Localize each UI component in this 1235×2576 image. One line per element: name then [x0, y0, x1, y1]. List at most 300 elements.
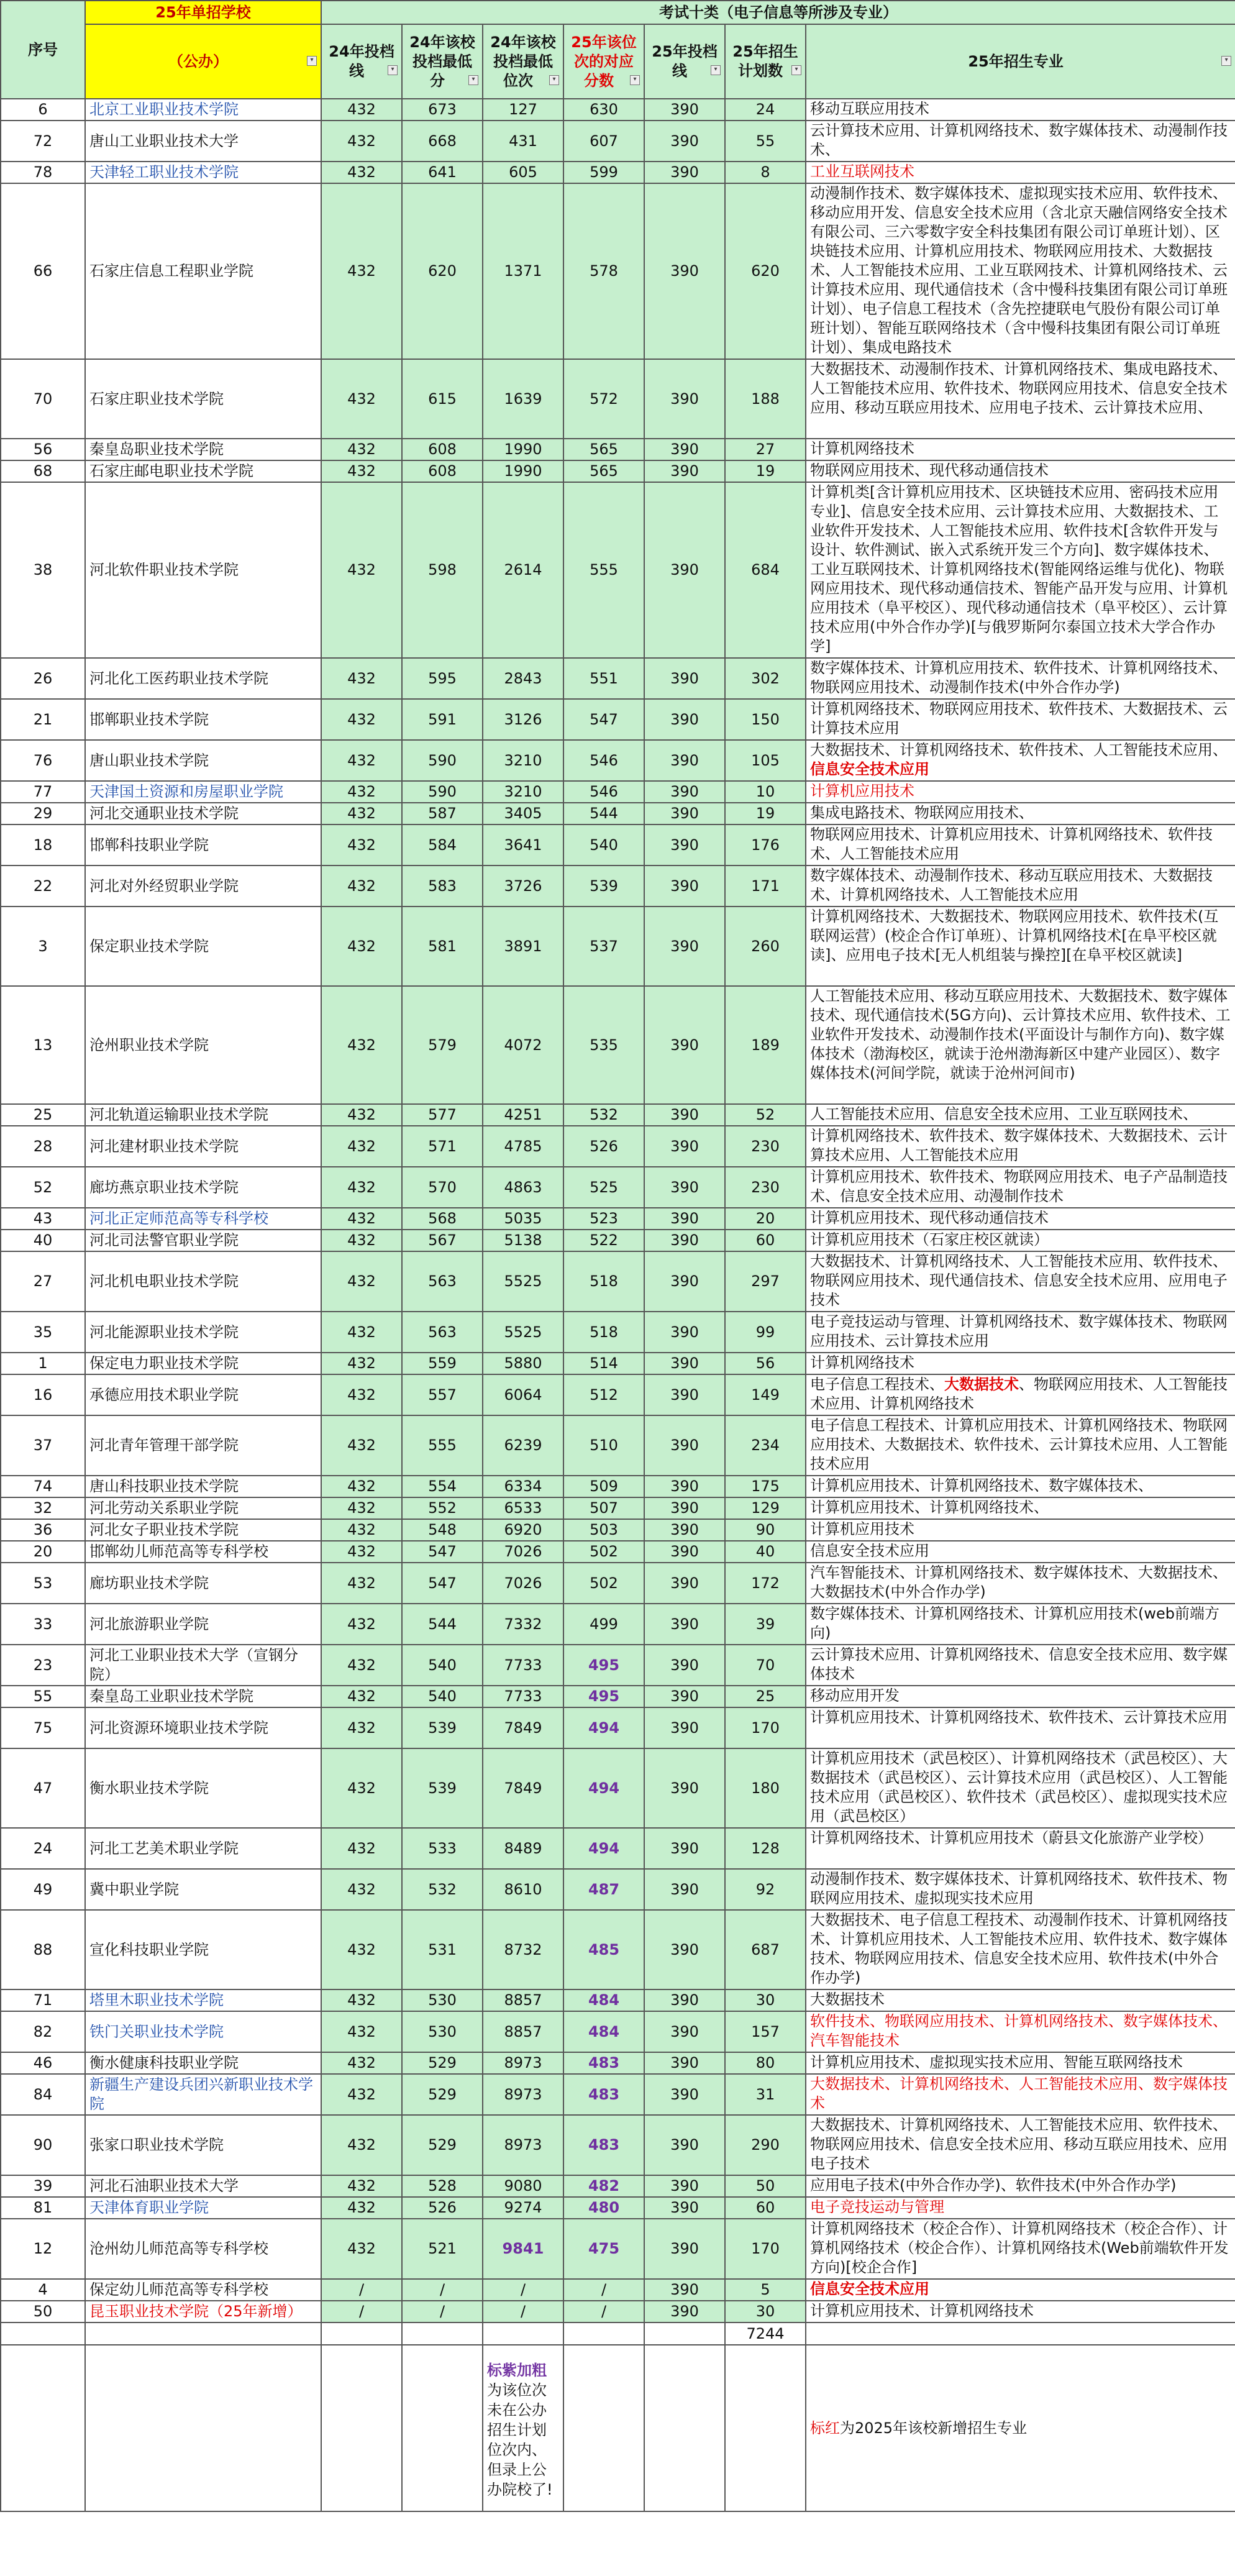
- cell-school[interactable]: 河北机电职业技术学院: [85, 1251, 321, 1312]
- cell-seq[interactable]: 16: [1, 1374, 85, 1415]
- cell-line24[interactable]: 432: [321, 99, 402, 121]
- cell-score25[interactable]: 487: [563, 1869, 644, 1910]
- cell-rank24[interactable]: 5138: [483, 1230, 563, 1251]
- cell-line24[interactable]: 432: [321, 1415, 402, 1476]
- cell-score25[interactable]: 525: [563, 1167, 644, 1208]
- cell-line25[interactable]: 390: [644, 1497, 725, 1519]
- cell-min24[interactable]: 540: [402, 1645, 483, 1686]
- cell-seq[interactable]: 20: [1, 1541, 85, 1563]
- cell-rank24[interactable]: 4863: [483, 1167, 563, 1208]
- cell-plan25[interactable]: 70: [725, 1645, 806, 1686]
- cell-min24[interactable]: 531: [402, 1910, 483, 1989]
- cell-line25[interactable]: 390: [644, 121, 725, 162]
- cell-line25[interactable]: 390: [644, 2301, 725, 2323]
- cell-seq[interactable]: 37: [1, 1415, 85, 1476]
- cell-score25[interactable]: 475: [563, 2219, 644, 2279]
- cell-plan25[interactable]: 39: [725, 1604, 806, 1645]
- header-school-sub[interactable]: [85, 24, 321, 99]
- cell-rank24[interactable]: 7733: [483, 1686, 563, 1707]
- cell-plan25[interactable]: 129: [725, 1497, 806, 1519]
- cell-plan25[interactable]: 170: [725, 2219, 806, 2279]
- cell-major[interactable]: 大数据技术: [806, 1989, 1235, 2011]
- cell-line25[interactable]: 390: [644, 162, 725, 183]
- cell-line25[interactable]: 390: [644, 1104, 725, 1126]
- cell-seq[interactable]: 49: [1, 1869, 85, 1910]
- cell-school[interactable]: 河北女子职业技术学院: [85, 1519, 321, 1541]
- cell-line24[interactable]: 432: [321, 699, 402, 740]
- cell-plan25[interactable]: 55: [725, 121, 806, 162]
- cell-min24[interactable]: 557: [402, 1374, 483, 1415]
- cell-school[interactable]: 邯郸科技职业学院: [85, 824, 321, 866]
- cell-min24[interactable]: 521: [402, 2219, 483, 2279]
- cell-plan25[interactable]: 172: [725, 1563, 806, 1604]
- cell-min24[interactable]: 579: [402, 986, 483, 1104]
- cell-line24[interactable]: 432: [321, 803, 402, 824]
- cell-line24[interactable]: 432: [321, 2219, 402, 2279]
- cell-score25[interactable]: 499: [563, 1604, 644, 1645]
- cell-major[interactable]: 计算机网络技术: [806, 1353, 1235, 1374]
- cell-rank24[interactable]: 1990: [483, 439, 563, 460]
- cell-school[interactable]: 石家庄邮电职业技术学院: [85, 460, 321, 482]
- cell-line24[interactable]: 432: [321, 2197, 402, 2219]
- cell-rank24[interactable]: 7733: [483, 1645, 563, 1686]
- cell-plan25[interactable]: 56: [725, 1353, 806, 1374]
- cell-major[interactable]: 计算机网络技术: [806, 439, 1235, 460]
- cell-seq[interactable]: 53: [1, 1563, 85, 1604]
- cell-school[interactable]: 邯郸幼儿师范高等专科学校: [85, 1541, 321, 1563]
- cell-line25[interactable]: 390: [644, 1563, 725, 1604]
- filter-dropdown-icon[interactable]: ▾: [307, 56, 317, 66]
- cell-min24[interactable]: 552: [402, 1497, 483, 1519]
- cell-min24[interactable]: 620: [402, 183, 483, 359]
- cell-line25[interactable]: 390: [644, 2279, 725, 2301]
- cell-seq[interactable]: 38: [1, 482, 85, 658]
- cell-seq[interactable]: 18: [1, 824, 85, 866]
- cell-rank24[interactable]: 3641: [483, 824, 563, 866]
- cell-major[interactable]: 计算机应用技术、计算机网络技术: [806, 2301, 1235, 2323]
- cell-plan25[interactable]: 25: [725, 1686, 806, 1707]
- cell-min24[interactable]: 608: [402, 460, 483, 482]
- cell-seq[interactable]: 23: [1, 1645, 85, 1686]
- cell-seq[interactable]: 24: [1, 1828, 85, 1869]
- cell-line25[interactable]: 390: [644, 658, 725, 699]
- cell-seq[interactable]: 25: [1, 1104, 85, 1126]
- cell-major[interactable]: 动漫制作技术、数字媒体技术、计算机网络技术、软件技术、物联网应用技术、虚拟现实技术应用: [806, 1869, 1235, 1910]
- cell-major[interactable]: 电子信息工程技术、大数据技术、物联网应用技术、人工智能技术应用、计算机网络技术: [806, 1374, 1235, 1415]
- cell-school[interactable]: 天津国土资源和房屋职业学院: [85, 781, 321, 803]
- cell-rank24[interactable]: 7849: [483, 1707, 563, 1748]
- cell-line25[interactable]: 390: [644, 183, 725, 359]
- cell-rank24[interactable]: 6239: [483, 1415, 563, 1476]
- cell-school[interactable]: 保定电力职业技术学院: [85, 1353, 321, 1374]
- cell-score25[interactable]: 546: [563, 781, 644, 803]
- cell-rank24[interactable]: 8857: [483, 2011, 563, 2052]
- cell-min24[interactable]: 544: [402, 1604, 483, 1645]
- cell-min24[interactable]: 577: [402, 1104, 483, 1126]
- cell-plan25[interactable]: 290: [725, 2115, 806, 2175]
- cell-rank24[interactable]: 8610: [483, 1869, 563, 1910]
- cell-seq[interactable]: 28: [1, 1126, 85, 1167]
- cell-school[interactable]: 唐山工业职业技术大学: [85, 121, 321, 162]
- cell-score25[interactable]: 507: [563, 1497, 644, 1519]
- cell-rank24[interactable]: 8732: [483, 1910, 563, 1989]
- cell-school[interactable]: 衡水职业技术学院: [85, 1748, 321, 1828]
- filter-dropdown-icon[interactable]: ▾: [711, 65, 721, 75]
- cell-plan25[interactable]: 19: [725, 803, 806, 824]
- cell-min24[interactable]: 563: [402, 1251, 483, 1312]
- cell-min24[interactable]: 532: [402, 1869, 483, 1910]
- cell-plan25[interactable]: 234: [725, 1415, 806, 1476]
- cell-min24[interactable]: 554: [402, 1476, 483, 1497]
- cell-score25[interactable]: 494: [563, 1748, 644, 1828]
- cell-rank24[interactable]: 3405: [483, 803, 563, 824]
- cell-seq[interactable]: 75: [1, 1707, 85, 1748]
- cell-line24[interactable]: /: [321, 2301, 402, 2323]
- cell-plan25[interactable]: 684: [725, 482, 806, 658]
- cell-seq[interactable]: 56: [1, 439, 85, 460]
- cell-seq[interactable]: 71: [1, 1989, 85, 2011]
- cell-rank24[interactable]: 2614: [483, 482, 563, 658]
- cell-school[interactable]: 张家口职业技术学院: [85, 2115, 321, 2175]
- cell-school[interactable]: 河北对外经贸职业学院: [85, 866, 321, 907]
- cell-plan25[interactable]: 150: [725, 699, 806, 740]
- cell-plan25[interactable]: 50: [725, 2175, 806, 2197]
- cell-school[interactable]: 河北轨道运输职业技术学院: [85, 1104, 321, 1126]
- cell-score25[interactable]: 607: [563, 121, 644, 162]
- cell-line24[interactable]: 432: [321, 1989, 402, 2011]
- cell-line24[interactable]: 432: [321, 183, 402, 359]
- cell-line25[interactable]: 390: [644, 1126, 725, 1167]
- cell-score25[interactable]: 522: [563, 1230, 644, 1251]
- cell-score25[interactable]: 544: [563, 803, 644, 824]
- cell-line25[interactable]: 390: [644, 99, 725, 121]
- cell-seq[interactable]: 40: [1, 1230, 85, 1251]
- cell-major[interactable]: 计算机应用技术、计算机网络技术、软件技术、云计算技术应用: [806, 1707, 1235, 1748]
- cell-min24[interactable]: 547: [402, 1563, 483, 1604]
- cell-rank24[interactable]: 1371: [483, 183, 563, 359]
- cell-score25[interactable]: 512: [563, 1374, 644, 1415]
- cell-rank24[interactable]: 8857: [483, 1989, 563, 2011]
- cell-plan25[interactable]: 92: [725, 1869, 806, 1910]
- cell-school[interactable]: 北京工业职业技术学院: [85, 99, 321, 121]
- cell-major[interactable]: 汽车智能技术、计算机网络技术、数字媒体技术、大数据技术、大数据技术(中外合作办学): [806, 1563, 1235, 1604]
- cell-line24[interactable]: 432: [321, 986, 402, 1104]
- cell-seq[interactable]: 4: [1, 2279, 85, 2301]
- filter-dropdown-icon[interactable]: ▾: [468, 75, 478, 85]
- cell-seq[interactable]: 21: [1, 699, 85, 740]
- cell-min24[interactable]: 529: [402, 2074, 483, 2115]
- cell-line25[interactable]: 390: [644, 1686, 725, 1707]
- cell-score25[interactable]: 555: [563, 482, 644, 658]
- cell-school[interactable]: 河北软件职业技术学院: [85, 482, 321, 658]
- cell-line24[interactable]: 432: [321, 1353, 402, 1374]
- cell-seq[interactable]: 66: [1, 183, 85, 359]
- cell-line24[interactable]: 432: [321, 824, 402, 866]
- cell-rank24[interactable]: 605: [483, 162, 563, 183]
- cell-line25[interactable]: 390: [644, 1519, 725, 1541]
- cell-rank24[interactable]: 8489: [483, 1828, 563, 1869]
- cell-school[interactable]: 河北劳动关系职业学院: [85, 1497, 321, 1519]
- header-rank24[interactable]: [483, 24, 563, 99]
- cell-score25[interactable]: 599: [563, 162, 644, 183]
- cell-plan25[interactable]: 171: [725, 866, 806, 907]
- cell-line25[interactable]: 390: [644, 1645, 725, 1686]
- cell-line25[interactable]: 390: [644, 1869, 725, 1910]
- header-line24[interactable]: [321, 24, 402, 99]
- cell-score25[interactable]: 565: [563, 439, 644, 460]
- header-min24[interactable]: [402, 24, 483, 99]
- cell-rank24[interactable]: 9274: [483, 2197, 563, 2219]
- cell-school[interactable]: 铁门关职业技术学院: [85, 2011, 321, 2052]
- cell-school[interactable]: 沧州职业技术学院: [85, 986, 321, 1104]
- cell-line24[interactable]: 432: [321, 1104, 402, 1126]
- cell-rank24[interactable]: 4785: [483, 1126, 563, 1167]
- cell-min24[interactable]: /: [402, 2301, 483, 2323]
- cell-line25[interactable]: 390: [644, 2011, 725, 2052]
- cell-school[interactable]: 唐山职业技术学院: [85, 740, 321, 781]
- cell-major[interactable]: 计算机应用技术、现代移动通信技术: [806, 1208, 1235, 1230]
- cell-score25[interactable]: 510: [563, 1415, 644, 1476]
- cell-seq[interactable]: 76: [1, 740, 85, 781]
- cell-major[interactable]: 集成电路技术、物联网应用技术、: [806, 803, 1235, 824]
- cell-score25[interactable]: 539: [563, 866, 644, 907]
- cell-line24[interactable]: 432: [321, 1910, 402, 1989]
- cell-min24[interactable]: 615: [402, 359, 483, 439]
- cell-rank24[interactable]: 3126: [483, 699, 563, 740]
- cell-plan25[interactable]: 52: [725, 1104, 806, 1126]
- cell-line24[interactable]: 432: [321, 1208, 402, 1230]
- cell-plan25[interactable]: 157: [725, 2011, 806, 2052]
- cell-school[interactable]: 河北石油职业技术大学: [85, 2175, 321, 2197]
- cell-line24[interactable]: 432: [321, 1167, 402, 1208]
- cell-plan25[interactable]: 5: [725, 2279, 806, 2301]
- cell-major[interactable]: 大数据技术、计算机网络技术、人工智能技术应用、软件技术、物联网应用技术、信息安全技术应用、移动互联应用技术、应用电子技术: [806, 2115, 1235, 2175]
- cell-seq[interactable]: 32: [1, 1497, 85, 1519]
- cell-plan25[interactable]: 620: [725, 183, 806, 359]
- cell-plan25[interactable]: 80: [725, 2052, 806, 2074]
- cell-line24[interactable]: 432: [321, 1476, 402, 1497]
- cell-school[interactable]: 河北建材职业技术学院: [85, 1126, 321, 1167]
- cell-rank24[interactable]: 8973: [483, 2052, 563, 2074]
- cell-school[interactable]: 邯郸职业技术学院: [85, 699, 321, 740]
- cell-rank24[interactable]: 7026: [483, 1541, 563, 1563]
- cell-line25[interactable]: 390: [644, 907, 725, 986]
- cell-line25[interactable]: 390: [644, 2197, 725, 2219]
- cell-seq[interactable]: 35: [1, 1312, 85, 1353]
- cell-line24[interactable]: 432: [321, 2011, 402, 2052]
- cell-seq[interactable]: 90: [1, 2115, 85, 2175]
- cell-min24[interactable]: 530: [402, 2011, 483, 2052]
- filter-dropdown-icon[interactable]: ▾: [1221, 56, 1231, 66]
- cell-score25[interactable]: 630: [563, 99, 644, 121]
- cell-line25[interactable]: 390: [644, 2219, 725, 2279]
- cell-min24[interactable]: 548: [402, 1519, 483, 1541]
- cell-score25[interactable]: 484: [563, 1989, 644, 2011]
- cell-school[interactable]: 衡水健康科技职业学院: [85, 2052, 321, 2074]
- cell-plan25[interactable]: 60: [725, 2197, 806, 2219]
- cell-school[interactable]: 新疆生产建设兵团兴新职业技术学院: [85, 2074, 321, 2115]
- cell-line24[interactable]: 432: [321, 1251, 402, 1312]
- cell-seq[interactable]: 88: [1, 1910, 85, 1989]
- cell-line24[interactable]: 432: [321, 907, 402, 986]
- cell-score25[interactable]: 518: [563, 1251, 644, 1312]
- cell-major[interactable]: 电子竞技运动与管理、计算机网络技术、数字媒体技术、物联网应用技术、云计算技术应用: [806, 1312, 1235, 1353]
- cell-plan25[interactable]: 175: [725, 1476, 806, 1497]
- cell-score25[interactable]: 502: [563, 1563, 644, 1604]
- cell-rank24[interactable]: 6533: [483, 1497, 563, 1519]
- cell-line25[interactable]: 390: [644, 1415, 725, 1476]
- cell-min24[interactable]: 590: [402, 781, 483, 803]
- cell-line25[interactable]: 390: [644, 824, 725, 866]
- cell-seq[interactable]: 82: [1, 2011, 85, 2052]
- cell-school[interactable]: 河北旅游职业学院: [85, 1604, 321, 1645]
- cell-min24[interactable]: 528: [402, 2175, 483, 2197]
- cell-min24[interactable]: 668: [402, 121, 483, 162]
- cell-plan25[interactable]: 10: [725, 781, 806, 803]
- filter-dropdown-icon[interactable]: ▾: [630, 75, 640, 85]
- cell-rank24[interactable]: 9841: [483, 2219, 563, 2279]
- header-major25[interactable]: [806, 24, 1235, 99]
- cell-major[interactable]: 信息安全技术应用: [806, 1541, 1235, 1563]
- cell-major[interactable]: 动漫制作技术、数字媒体技术、虚拟现实技术应用、软件技术、移动应用开发、信息安全技术应用（含北京天融信网络安全技术有限公司、三六零数字安全科技集团有限公司订单班计划）、区块链技术应用、计算机应用技术、物联网应用技术、大数据技术、人工智能技术应用、工业互联网技术、计算机网络技术、云计算技术应用、现代通信技术（含中慢科技集团有限公司订单班计划）、电子信息工程技术（含先控捷联电气股份有限公司订单班计划）、智能互联网络技术（含中慢科技集团有限公司订单班计划）、集成电路技术: [806, 183, 1235, 359]
- cell-major[interactable]: 计算机应用技术: [806, 781, 1235, 803]
- cell-rank24[interactable]: 3891: [483, 907, 563, 986]
- cell-score25[interactable]: 480: [563, 2197, 644, 2219]
- cell-rank24[interactable]: 7332: [483, 1604, 563, 1645]
- cell-line24[interactable]: 432: [321, 1748, 402, 1828]
- cell-min24[interactable]: 547: [402, 1541, 483, 1563]
- cell-min24[interactable]: 563: [402, 1312, 483, 1353]
- cell-major[interactable]: 计算机应用技术、计算机网络技术、: [806, 1497, 1235, 1519]
- cell-school[interactable]: 天津轻工职业技术学院: [85, 162, 321, 183]
- cell-min24[interactable]: 529: [402, 2052, 483, 2074]
- cell-score25[interactable]: 532: [563, 1104, 644, 1126]
- cell-line25[interactable]: 390: [644, 1353, 725, 1374]
- cell-seq[interactable]: 47: [1, 1748, 85, 1828]
- cell-seq[interactable]: 29: [1, 803, 85, 824]
- cell-score25[interactable]: 572: [563, 359, 644, 439]
- filter-dropdown-icon[interactable]: ▾: [388, 65, 398, 75]
- cell-major[interactable]: 计算机网络技术、软件技术、数字媒体技术、大数据技术、云计算技术应用、人工智能技术应用: [806, 1126, 1235, 1167]
- cell-score25[interactable]: /: [563, 2279, 644, 2301]
- cell-score25[interactable]: 482: [563, 2175, 644, 2197]
- cell-line24[interactable]: 432: [321, 439, 402, 460]
- cell-plan25[interactable]: 687: [725, 1910, 806, 1989]
- cell-major[interactable]: 计算机类[含计算机应用技术、区块链技术应用、密码技术应用专业]、信息安全技术应用、云计算技术应用、大数据技术、工业软件开发技术、人工智能技术应用、软件技术[含软件开发与设计、软件测试、嵌入式系统开发三个方向]、数字媒体技术、工业互联网技术、计算机网络技术(智能网络运维与优化)、物联网应用技术、现代移动通信技术、智能产品开发与应用、计算机应用技术（阜平校区）、现代移动通信技术（阜平校区）、云计算技术应用(中外合作办学)[与俄罗斯阿尔泰国立技术大学合作办学]: [806, 482, 1235, 658]
- cell-score25[interactable]: 565: [563, 460, 644, 482]
- cell-line25[interactable]: 390: [644, 1167, 725, 1208]
- cell-line24[interactable]: 432: [321, 359, 402, 439]
- cell-plan25[interactable]: 170: [725, 1707, 806, 1748]
- cell-plan25[interactable]: 230: [725, 1167, 806, 1208]
- cell-line25[interactable]: 390: [644, 1604, 725, 1645]
- cell-major[interactable]: 计算机应用技术（武邑校区）、计算机网络技术（武邑校区）、大数据技术（武邑校区）、云计算技术应用（武邑校区）、人工智能技术应用（武邑校区）、软件技术（武邑校区）、虚拟现实技术应用（武邑校区）: [806, 1748, 1235, 1828]
- cell-rank24[interactable]: 9080: [483, 2175, 563, 2197]
- cell-plan25[interactable]: 105: [725, 740, 806, 781]
- cell-min24[interactable]: 526: [402, 2197, 483, 2219]
- cell-rank24[interactable]: 6920: [483, 1519, 563, 1541]
- cell-school[interactable]: 河北化工医药职业技术学院: [85, 658, 321, 699]
- cell-line25[interactable]: 390: [644, 482, 725, 658]
- cell-line24[interactable]: 432: [321, 482, 402, 658]
- cell-major[interactable]: 应用电子技术(中外合作办学)、软件技术(中外合作办学): [806, 2175, 1235, 2197]
- cell-min24[interactable]: 530: [402, 1989, 483, 2011]
- cell-major[interactable]: 大数据技术、计算机网络技术、人工智能技术应用、数字媒体技术: [806, 2074, 1235, 2115]
- cell-major[interactable]: 物联网应用技术、计算机应用技术、计算机网络技术、软件技术、人工智能技术应用: [806, 824, 1235, 866]
- cell-seq[interactable]: 6: [1, 99, 85, 121]
- header-line25[interactable]: [644, 24, 725, 99]
- cell-rank24[interactable]: 5035: [483, 1208, 563, 1230]
- cell-min24[interactable]: 583: [402, 866, 483, 907]
- cell-seq[interactable]: 26: [1, 658, 85, 699]
- cell-line25[interactable]: 390: [644, 460, 725, 482]
- cell-line24[interactable]: /: [321, 2279, 402, 2301]
- cell-rank24[interactable]: 5880: [483, 1353, 563, 1374]
- cell-school[interactable]: 唐山科技职业技术学院: [85, 1476, 321, 1497]
- cell-plan25[interactable]: 90: [725, 1519, 806, 1541]
- cell-line24[interactable]: 432: [321, 866, 402, 907]
- cell-line25[interactable]: 390: [644, 866, 725, 907]
- cell-rank24[interactable]: 3210: [483, 781, 563, 803]
- cell-min24[interactable]: 559: [402, 1353, 483, 1374]
- cell-school[interactable]: 秦皇岛工业职业技术学院: [85, 1686, 321, 1707]
- cell-line24[interactable]: 432: [321, 1374, 402, 1415]
- cell-min24[interactable]: 595: [402, 658, 483, 699]
- cell-score25[interactable]: 537: [563, 907, 644, 986]
- cell-major[interactable]: 计算机应用技术、软件技术、物联网应用技术、电子产品制造技术、信息安全技术应用、动漫制作技术: [806, 1167, 1235, 1208]
- cell-plan25[interactable]: 40: [725, 1541, 806, 1563]
- cell-plan25[interactable]: 180: [725, 1748, 806, 1828]
- cell-min24[interactable]: 673: [402, 99, 483, 121]
- cell-min24[interactable]: 570: [402, 1167, 483, 1208]
- cell-min24[interactable]: 568: [402, 1208, 483, 1230]
- cell-plan25[interactable]: 302: [725, 658, 806, 699]
- cell-line24[interactable]: 432: [321, 2175, 402, 2197]
- cell-line24[interactable]: 432: [321, 2074, 402, 2115]
- cell-major[interactable]: 移动互联应用技术: [806, 99, 1235, 121]
- cell-seq[interactable]: 1: [1, 1353, 85, 1374]
- cell-line25[interactable]: 390: [644, 1476, 725, 1497]
- header-plan25[interactable]: [725, 24, 806, 99]
- cell-line24[interactable]: 432: [321, 1497, 402, 1519]
- cell-line25[interactable]: 390: [644, 2074, 725, 2115]
- cell-min24[interactable]: 581: [402, 907, 483, 986]
- cell-rank24[interactable]: 7849: [483, 1748, 563, 1828]
- cell-min24[interactable]: 584: [402, 824, 483, 866]
- cell-plan25[interactable]: 188: [725, 359, 806, 439]
- cell-rank24[interactable]: 127: [483, 99, 563, 121]
- cell-school[interactable]: 沧州幼儿师范高等专科学校: [85, 2219, 321, 2279]
- cell-major[interactable]: 计算机应用技术、虚拟现实技术应用、智能互联网络技术: [806, 2052, 1235, 2074]
- cell-seq[interactable]: 33: [1, 1604, 85, 1645]
- cell-score25[interactable]: 483: [563, 2052, 644, 2074]
- cell-line25[interactable]: 390: [644, 1251, 725, 1312]
- cell-line24[interactable]: 432: [321, 1519, 402, 1541]
- cell-min24[interactable]: 567: [402, 1230, 483, 1251]
- cell-plan25[interactable]: 176: [725, 824, 806, 866]
- cell-seq[interactable]: 68: [1, 460, 85, 482]
- cell-seq[interactable]: 81: [1, 2197, 85, 2219]
- cell-line24[interactable]: 432: [321, 740, 402, 781]
- cell-school[interactable]: 河北司法警官职业学院: [85, 1230, 321, 1251]
- cell-score25[interactable]: 518: [563, 1312, 644, 1353]
- cell-line24[interactable]: 432: [321, 1645, 402, 1686]
- cell-line24[interactable]: 432: [321, 658, 402, 699]
- cell-line24[interactable]: 432: [321, 1563, 402, 1604]
- cell-plan25[interactable]: 149: [725, 1374, 806, 1415]
- cell-line25[interactable]: 390: [644, 1989, 725, 2011]
- cell-score25[interactable]: 535: [563, 986, 644, 1104]
